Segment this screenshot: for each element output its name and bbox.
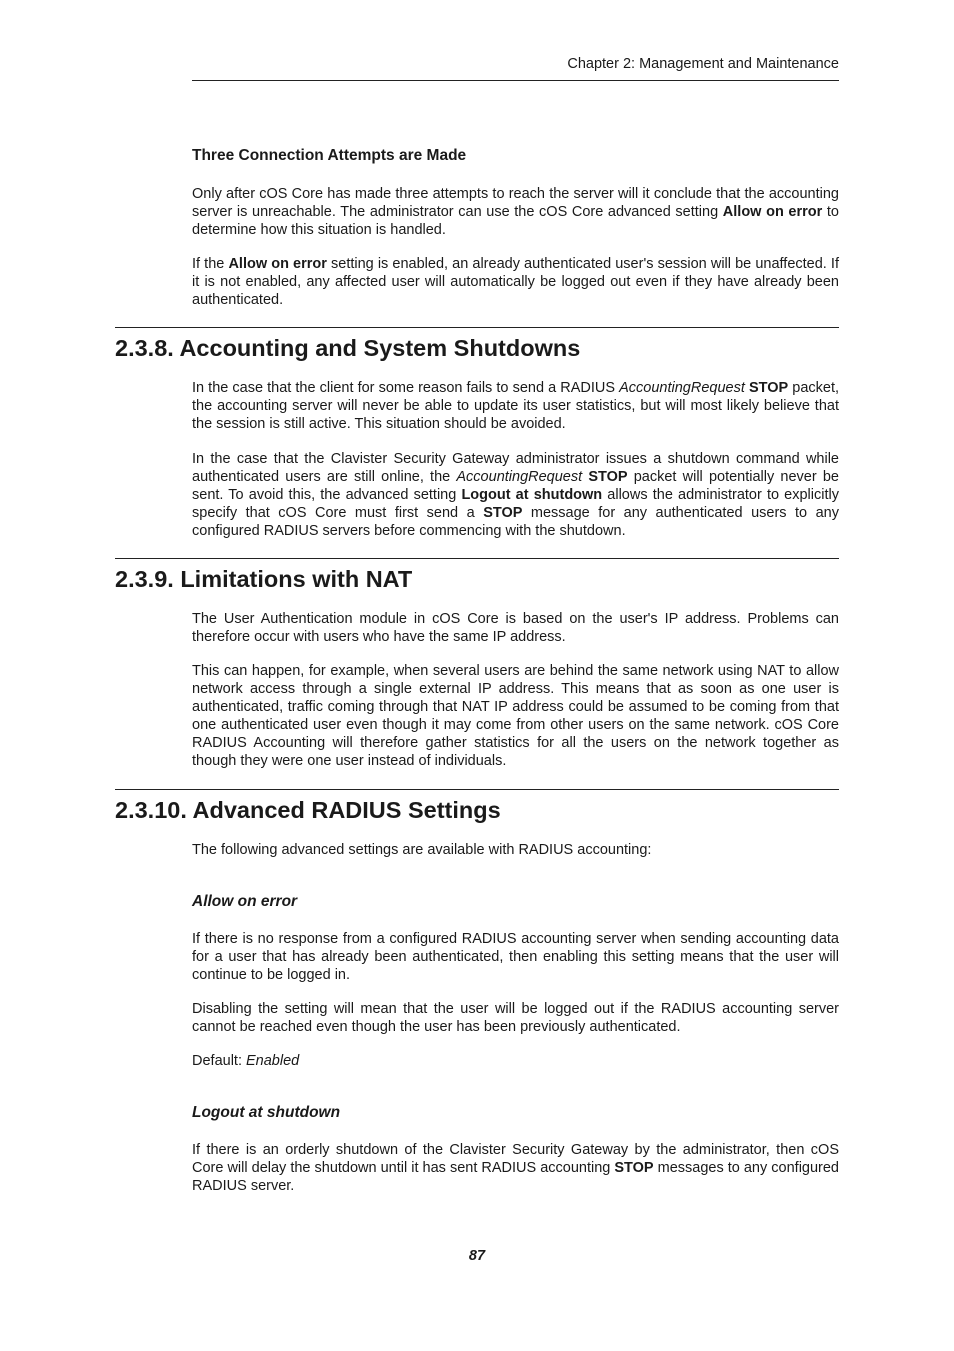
setting-name: Logout at shutdown (461, 487, 603, 503)
term: AccountingRequest (619, 380, 745, 396)
keyword: STOP (614, 1160, 654, 1176)
text: In the case that the Clavister Security Gateway administrator issues a shutdown command while authenticated users are still online, the (192, 451, 839, 485)
text: to determine how this situation is handled. (192, 204, 839, 238)
paragraph-allow-on-error-1 (192, 930, 839, 984)
section-title-238: 2.3.8. Accounting and System Shutdowns (115, 335, 581, 361)
term: AccountingRequest (456, 469, 583, 485)
paragraph-text: This can happen, for example, when several users are behind the same network using NAT to allow network access through a single external IP address. This means that as soon as one user is authenticated, traffic coming through that NAT IP address could be assumed to be coming from that one authenticated user even though it may come from other users on the same network. cOS Core RADIUS Accounting will therefore gather statistics for all the users on the network together as though they were one user instead of individuals. (192, 663, 839, 769)
page-number: 87 (468, 1248, 486, 1264)
text: If the (192, 256, 229, 272)
paragraph-text: If there is no response from a configured RADIUS accounting server when sending accounting data for a user that has already been authenticated, then enabling this setting means that the user will continue to be logged in. (192, 931, 839, 983)
default-label: Default: (192, 1053, 246, 1069)
text: allows the administrator to explicitly specify that cOS Core must first send a (192, 487, 839, 521)
paragraph-239-2 (192, 662, 839, 770)
setting-name: Allow on error (228, 256, 327, 272)
text: In the case that the client for some reason fails to send a RADIUS (192, 380, 620, 396)
text: Only after cOS Core has made three attempts to reach the server will it conclude that the accounting server is unreachable. The administrator can use the cOS Core advanced setting (192, 186, 839, 220)
text: message for any authenticated users to any configured RADIUS servers before commencing with the shutdown. (192, 505, 839, 539)
paragraph-allow-on-error-2 (192, 1000, 839, 1036)
keyword: STOP (483, 505, 523, 521)
paragraph-three-attempts-2 (192, 255, 839, 309)
subheading-logout-at-shutdown: Logout at shutdown (192, 1104, 341, 1121)
paragraph-logout-at-shutdown-1 (192, 1141, 839, 1195)
text: packet, the accounting server will never be able to update its user statistics, but will most likely believe that the session is still active. This situation should be avoided. (192, 380, 840, 432)
setting-name: Allow on error (722, 204, 823, 220)
subheading-three-attempts: Three Connection Attempts are Made (192, 147, 467, 164)
running-header (192, 55, 839, 81)
paragraph-text: The User Authentication module in cOS Core is based on the user's IP address. Problems can therefore occur with users who have the same IP address. (192, 611, 839, 645)
default-value: Enabled (246, 1053, 300, 1069)
paragraph-three-attempts-1 (192, 185, 839, 239)
paragraph-238-1 (192, 379, 839, 433)
keyword: STOP (748, 380, 789, 396)
text: If there is an orderly shutdown of the Clavister Security Gateway by the administrator, then cOS Core will delay the shutdown until it has sent RADIUS accounting (192, 1142, 839, 1176)
text: packet will potentially never be sent. To avoid this, the advanced setting (192, 469, 839, 503)
paragraph-2310-intro (192, 841, 839, 859)
section-divider (115, 327, 839, 328)
paragraph-238-2 (192, 450, 839, 540)
text: setting is enabled, an already authenticated user's session will be unaffected. If it is not enabled, any affected user will automatically be logged out even if they have already been authenticated. (192, 256, 839, 308)
paragraph-239-1 (192, 610, 839, 646)
section-title-2310: 2.3.10. Advanced RADIUS Settings (115, 797, 501, 823)
chapter-title: Chapter 2: Management and Maintenance (567, 56, 839, 72)
default-allow-on-error (192, 1052, 839, 1070)
section-divider (115, 558, 839, 559)
section-divider (115, 789, 839, 790)
keyword: STOP (588, 469, 628, 485)
paragraph-text: The following advanced settings are available with RADIUS accounting: (192, 842, 652, 858)
paragraph-text: Disabling the setting will mean that the user will be logged out if the RADIUS accounting server cannot be reached even though the user has been previously authenticated. (192, 1001, 839, 1035)
section-title-239: 2.3.9. Limitations with NAT (115, 566, 413, 592)
subheading-allow-on-error: Allow on error (192, 893, 298, 910)
text: messages to any configured RADIUS server. (192, 1160, 839, 1194)
